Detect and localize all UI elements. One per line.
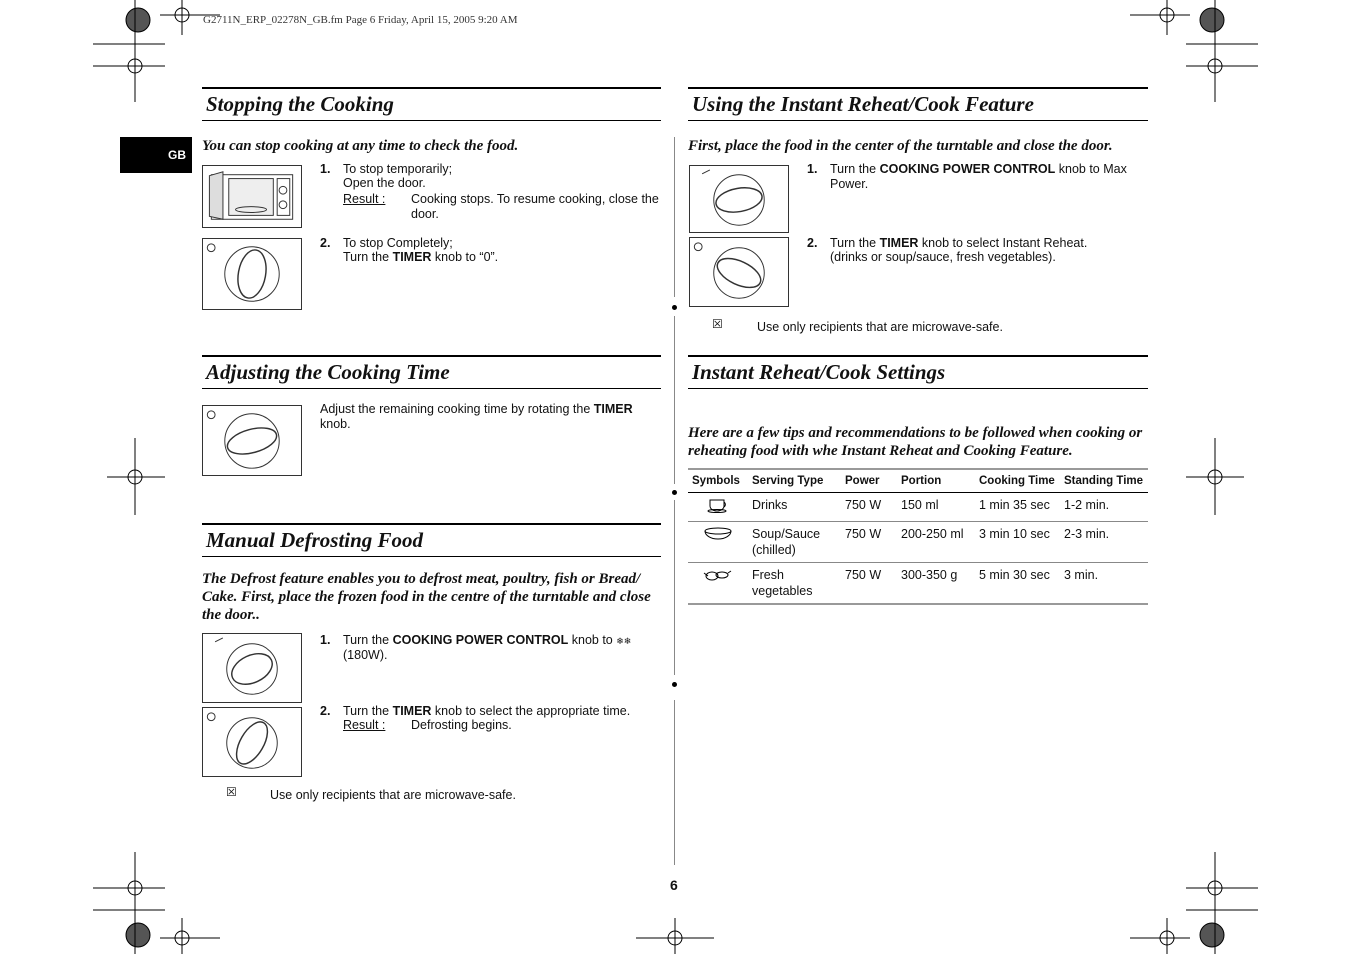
result-label: Result : (343, 192, 386, 206)
defrost-step1-line1: Turn the COOKING POWER CONTROL knob to ❄❄ (343, 633, 632, 647)
defrost-result-text: Defrosting begins. (411, 718, 512, 732)
power-cell: 750 W (841, 522, 897, 563)
serving-type-cell: Drinks (748, 493, 841, 522)
standing-time-cell: 2-3 min. (1060, 522, 1148, 563)
step-number: 2. (807, 236, 818, 250)
stopping-step2-line2: Turn the TIMER knob to “0”. (343, 250, 499, 264)
page-number: 6 (670, 877, 678, 893)
cooking-time-cell: 3 min 10 sec (975, 522, 1060, 563)
step-number: 1. (807, 162, 818, 176)
result-label: Result : (343, 718, 386, 732)
instant-step1-text: Turn the COOKING POWER CONTROL knob to Max Power. (830, 162, 1127, 191)
divider-dot (672, 682, 677, 687)
power-cell: 750 W (841, 493, 897, 522)
defrost-symbol-icon: ❄❄ (616, 636, 632, 646)
instant-step2-line2: (drinks or soup/sauce, fresh vegetables). (830, 250, 1056, 264)
serving-type-cell: Fresh vegetables (748, 563, 841, 605)
language-tab: GB (120, 137, 192, 173)
defrost-note: Use only recipients that are microwave-safe. (270, 788, 516, 802)
column-header: Standing Time (1060, 469, 1148, 493)
defrost-intro: The Defrost feature enables you to defrost meat, poultry, fish or Bread/ Cake. First, place the frozen food in the centre of the turntable and close the door.. (202, 571, 651, 623)
table-row (688, 563, 1148, 605)
adjusting-text: Adjust the remaining cooking time by rotating the TIMER knob. (320, 402, 633, 431)
settings-table (688, 468, 1148, 605)
section-title-adjusting: Adjusting the Cooking Time (202, 355, 661, 389)
settings-intro: Here are a few tips and recommendations to be followed when cooking or reheating food with whe Instant Reheat and Cooking Feature. (688, 425, 1143, 459)
instant-step2-line1: Turn the TIMER knob to select Instant Reheat. (830, 236, 1088, 250)
timer-knob-illustration (202, 405, 302, 476)
stopping-intro: You can stop cooking at any time to check the food. (202, 138, 519, 154)
column-header: Serving Type (748, 469, 841, 493)
timer-knob-illustration (202, 707, 302, 777)
column-header: Symbols (688, 469, 748, 493)
power-cell: 750 W (841, 563, 897, 605)
power-knob-illustration (202, 633, 302, 703)
stopping-step1-line1: To stop temporarily; (343, 162, 453, 176)
bowl-icon (688, 522, 748, 563)
portion-cell: 150 ml (897, 493, 975, 522)
note-icon: ☒ (712, 317, 723, 331)
step-number: 1. (320, 633, 331, 647)
timer-knob-illustration (202, 238, 302, 310)
section-title-instant: Using the Instant Reheat/Cook Feature (688, 87, 1148, 121)
column-header: Portion (897, 469, 975, 493)
column-header: Cooking Time (975, 469, 1060, 493)
standing-time-cell: 3 min. (1060, 563, 1148, 605)
instant-note: Use only recipients that are microwave-safe. (757, 320, 1003, 334)
table-row (688, 522, 1148, 563)
table-row (688, 493, 1148, 522)
step-number: 2. (320, 704, 331, 718)
file-info-header: G2711N_ERP_02278N_GB.fm Page 6 Friday, April 15, 2005 9:20 AM (203, 14, 518, 26)
vegetables-icon (688, 563, 748, 605)
step-number: 2. (320, 236, 331, 250)
column-divider (674, 137, 675, 297)
column-header: Power (841, 469, 897, 493)
column-divider (674, 700, 675, 865)
section-title-defrost: Manual Defrosting Food (202, 523, 661, 557)
defrost-step2-line1: Turn the TIMER knob to select the appropriate time. (343, 704, 631, 718)
stopping-step1-line2: Open the door. (343, 176, 426, 190)
table-header-row (688, 469, 1148, 493)
divider-dot (672, 490, 677, 495)
note-icon: ☒ (226, 785, 237, 799)
stopping-result-text: Cooking stops. To resume cooking, close the door. (411, 192, 659, 221)
section-title-settings: Instant Reheat/Cook Settings (688, 355, 1148, 389)
cup-icon (688, 493, 748, 522)
divider-dot (672, 305, 677, 310)
column-divider (674, 316, 675, 484)
instant-intro: First, place the food in the center of the turntable and close the door. (688, 138, 1113, 154)
defrost-step1-line2: (180W). (343, 648, 388, 662)
power-knob-illustration (689, 165, 789, 233)
timer-knob-illustration (689, 237, 789, 307)
column-divider (674, 500, 675, 675)
portion-cell: 200-250 ml (897, 522, 975, 563)
stopping-step2-line1: To stop Completely; (343, 236, 453, 250)
serving-type-cell: Soup/Sauce (chilled) (748, 522, 841, 563)
portion-cell: 300-350 g (897, 563, 975, 605)
step-number: 1. (320, 162, 331, 176)
section-title-stopping: Stopping the Cooking (202, 87, 661, 121)
standing-time-cell: 1-2 min. (1060, 493, 1148, 522)
cooking-time-cell: 5 min 30 sec (975, 563, 1060, 605)
microwave-open-door-illustration (202, 165, 302, 228)
cooking-time-cell: 1 min 35 sec (975, 493, 1060, 522)
